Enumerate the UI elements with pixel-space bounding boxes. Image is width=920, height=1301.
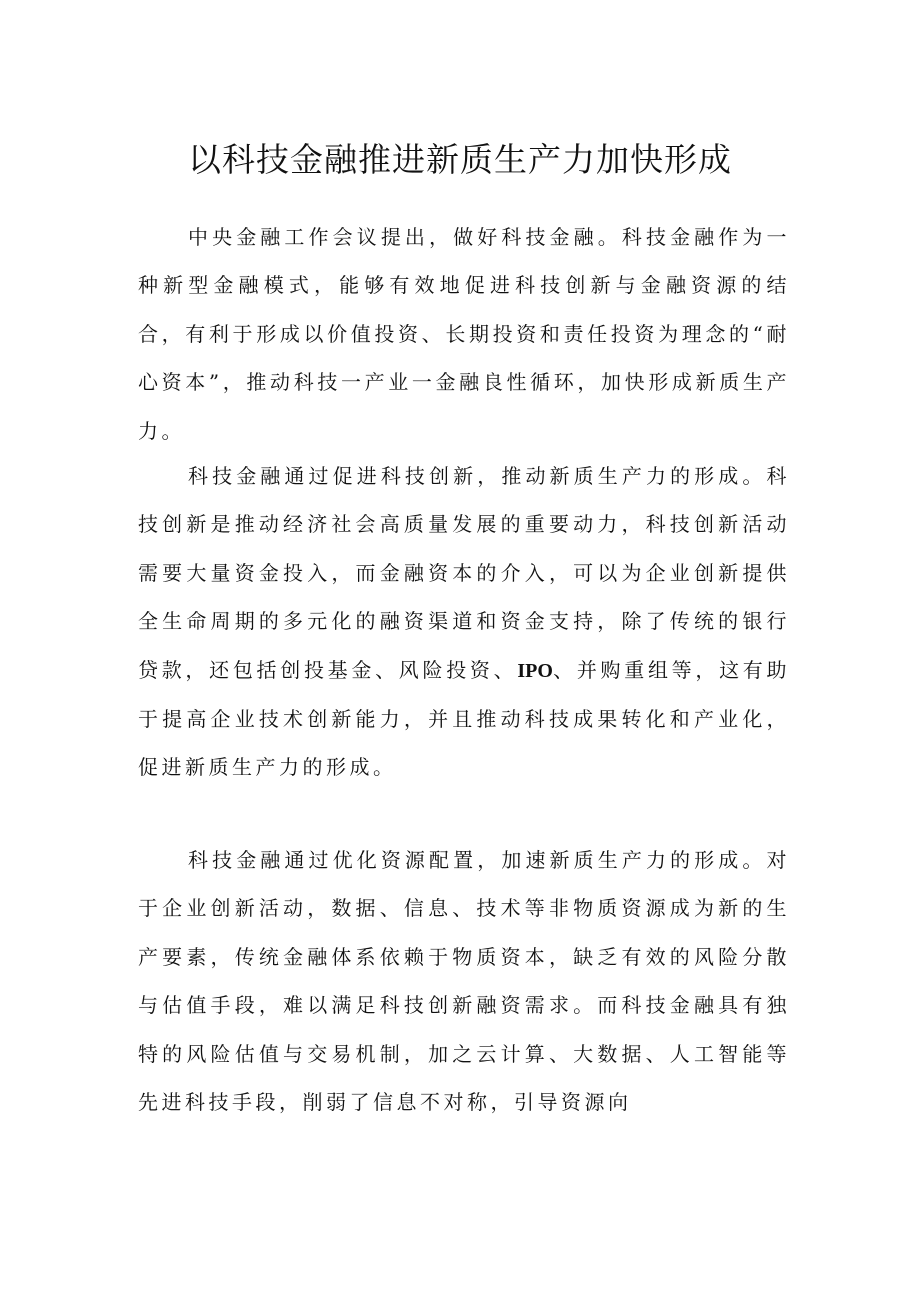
paragraph-3: 科技金融通过优化资源配置，加速新质生产力的形成。对于企业创新活动，数据、信息、技术等非物质资源成为新的生产要素，传统金融体系依赖于物质资本，缺乏有效的风险分散与估值手段，难以满足科技创新融资需求。而科技金融具有独特的风险估值与交易机制，加之云计算、大数据、人工智能等先进科技手段，削弱了信息不对称，引导资源向 — [138, 848, 790, 1115]
paragraph-1: 中央金融工作会议提出，做好科技金融。科技金融作为一种新型金融模式，能够有效地促进科技创新与金融资源的结合，有利于形成以价值投资、长期投资和责任投资为理念的“耐心资本”，推动科技一产业一金融良性循环，加快形成新质生产力。 — [138, 225, 790, 443]
paragraph-2-text-after: 、并购重组等，这有助于提高企业技术创新能力，并且推动科技成果转化和产业化，促进新质生产力的形成。 — [138, 657, 791, 780]
paragraph-2-text-before: 科技金融通过促进科技创新，推动新质生产力的形成。科技创新是推动经济社会高质量发展的重要动力，科技创新活动需要大量资金投入，而金融资本的介入，可以为企业创新提供全生命周期的多元化的融资渠道和资金支持，除了传统的银行贷款，还包括创投基金、风险投资、 — [138, 464, 790, 682]
paragraph-2 — [138, 452, 790, 792]
ipo-term: IPO — [517, 659, 553, 682]
document-title: 以科技金融推进新质生产力加快形成 — [188, 140, 732, 179]
